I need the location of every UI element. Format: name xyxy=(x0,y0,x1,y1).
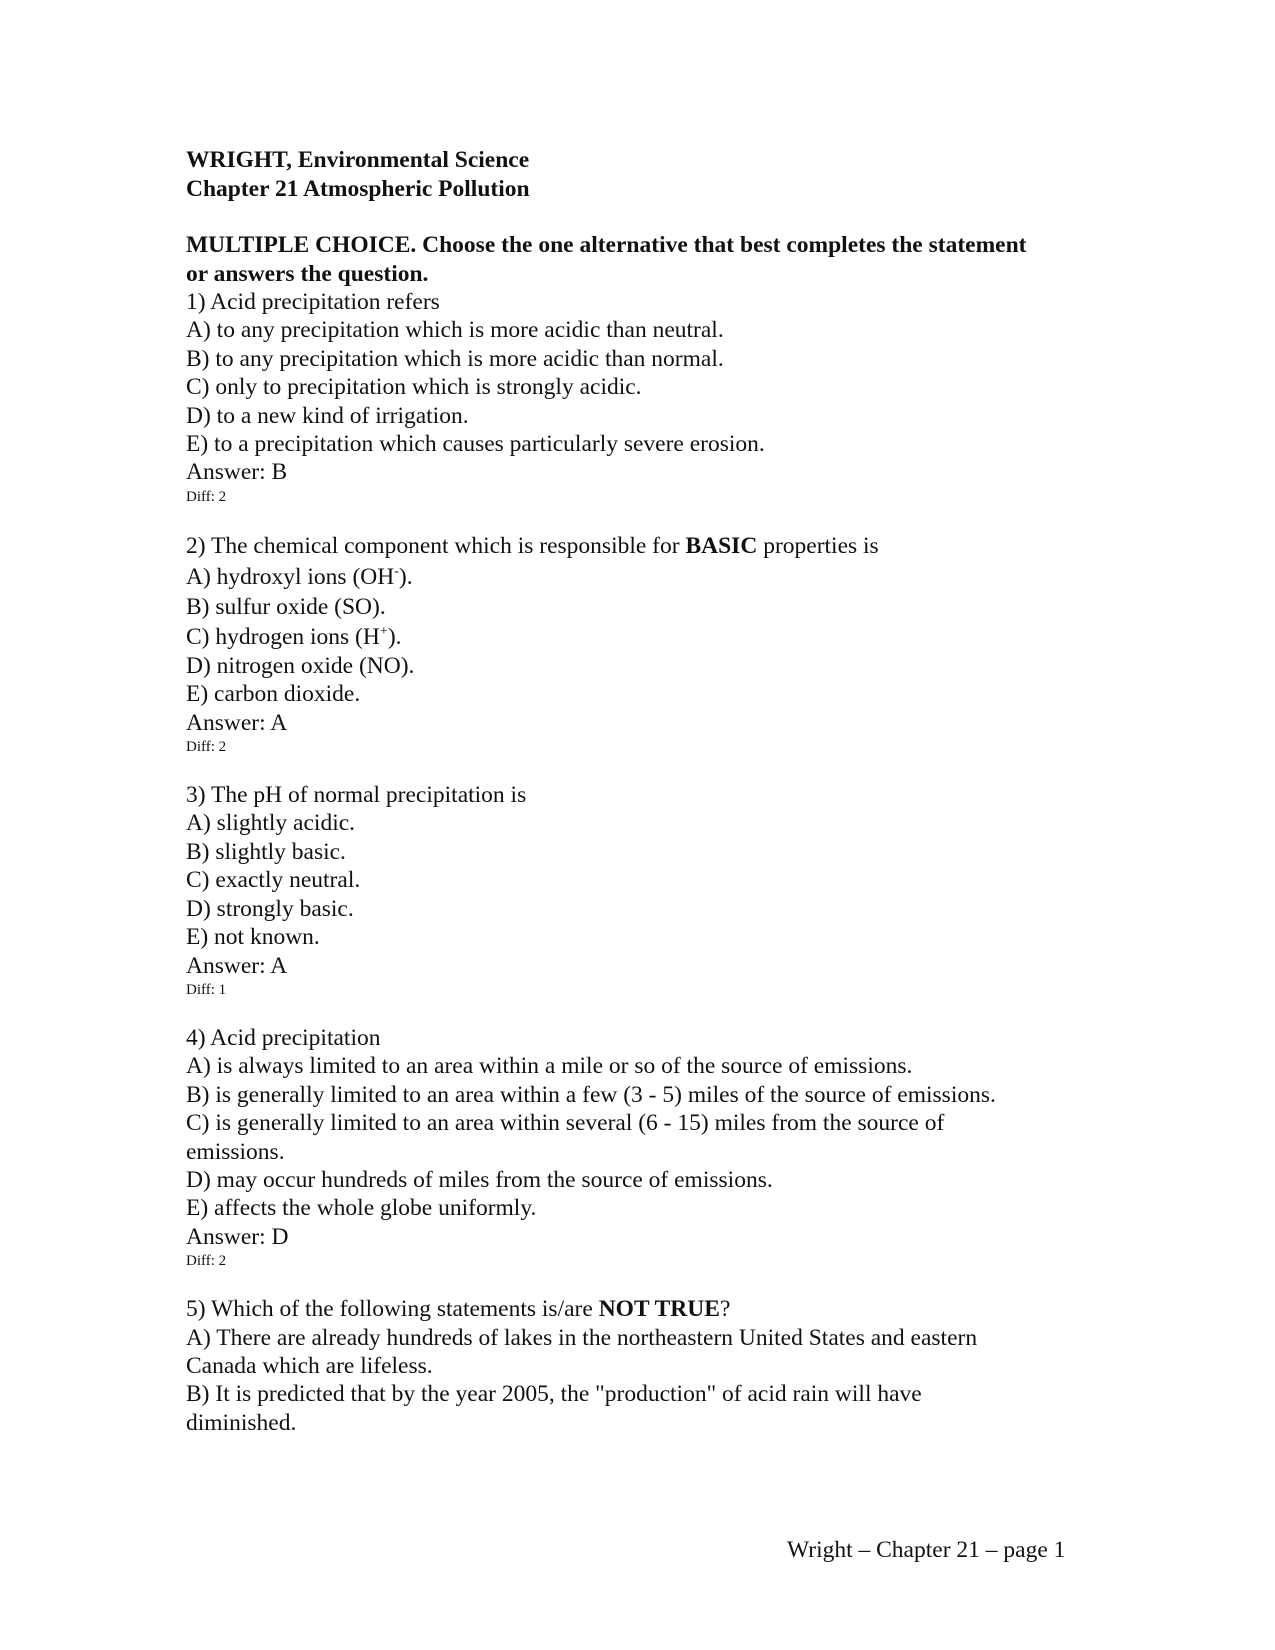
option-a-superscript: - xyxy=(394,563,399,580)
option-b: B) It is predicted that by the year 2005, the "production" of acid rain will have xyxy=(186,1381,922,1408)
difficulty: Diff: 2 xyxy=(186,739,227,756)
option-b: B) slightly basic. xyxy=(186,838,346,865)
option-a: A) There are already hundreds of lakes in the northeastern United States and eastern xyxy=(186,1324,978,1351)
stem-text: 2) The chemical component which is responsible for xyxy=(186,532,686,559)
question-4 xyxy=(186,1024,1066,1271)
option-a: A) to any precipitation which is more acidic than neutral. xyxy=(186,317,724,344)
option-b: B) sulfur oxide (SO). xyxy=(186,593,386,620)
question-stem: 1) Acid precipitation refers xyxy=(186,289,440,315)
difficulty: Diff: 1 xyxy=(186,981,227,998)
question-3 xyxy=(186,781,1066,1000)
page-footer: Wright – Chapter 21 – page 1 xyxy=(787,1537,1066,1563)
instructions: MULTIPLE CHOICE. Choose the one alternative that best completes the statement or answers the question. xyxy=(186,232,1027,287)
option-a-text: A) hydroxyl ions (OH xyxy=(186,563,395,590)
stem-emphasis: NOT TRUE xyxy=(598,1296,720,1323)
option-e: E) not known. xyxy=(186,924,320,951)
question-stem: 4) Acid precipitation xyxy=(186,1024,381,1051)
answer: Answer: A xyxy=(186,709,288,736)
option-c: C) only to precipitation which is strongly acidic. xyxy=(186,374,642,401)
option-c-superscript: + xyxy=(379,623,388,640)
option-e: E) carbon dioxide. xyxy=(186,681,361,708)
question-2 xyxy=(186,531,1066,757)
question-5 xyxy=(186,1295,1066,1437)
document-page xyxy=(186,146,1066,1437)
option-b: B) is generally limited to an area within a few (3 - 5) miles of the source of emissions. xyxy=(186,1081,996,1108)
book-title: WRIGHT, Environmental Science xyxy=(186,147,530,173)
stem-text-end: ? xyxy=(719,1296,731,1323)
option-d: D) to a new kind of irrigation. xyxy=(186,402,469,429)
option-b: B) to any precipitation which is more acidic than normal. xyxy=(186,345,724,372)
option-b-continued: diminished. xyxy=(186,1409,297,1436)
difficulty: Diff: 2 xyxy=(186,488,227,505)
option-d: D) strongly basic. xyxy=(186,895,354,922)
option-d: D) may occur hundreds of miles from the source of emissions. xyxy=(186,1166,773,1193)
stem-emphasis: BASIC xyxy=(685,532,758,559)
answer: Answer: B xyxy=(186,459,288,486)
answer: Answer: A xyxy=(186,952,288,979)
option-c-text: C) hydrogen ions (H xyxy=(186,623,380,650)
question-stem xyxy=(186,531,1066,562)
chapter-title: Chapter 21 Atmospheric Pollution xyxy=(186,175,530,202)
option-a xyxy=(186,562,1066,592)
question-1 xyxy=(186,288,1066,507)
option-c xyxy=(186,622,1066,652)
question-stem xyxy=(186,1295,1066,1323)
option-e: E) affects the whole globe uniformly. xyxy=(186,1195,537,1222)
option-a-tail: ). xyxy=(398,563,413,590)
stem-text: 5) Which of the following statements is/are xyxy=(186,1296,599,1323)
question-stem: 3) The pH of normal precipitation is xyxy=(186,782,527,809)
option-c: C) is generally limited to an area within several (6 - 15) miles from the source of xyxy=(186,1110,945,1137)
stem-text-end: properties is xyxy=(757,532,879,559)
answer: Answer: D xyxy=(186,1223,289,1250)
option-d: D) nitrogen oxide (NO). xyxy=(186,652,415,679)
option-c-continued: emissions. xyxy=(186,1138,285,1165)
option-a: A) is always limited to an area within a mile or so of the source of emissions. xyxy=(186,1053,913,1080)
option-c: C) exactly neutral. xyxy=(186,867,361,894)
option-e: E) to a precipitation which causes particularly severe erosion. xyxy=(186,431,765,458)
option-c-tail: ). xyxy=(387,623,402,650)
option-a: A) slightly acidic. xyxy=(186,810,356,837)
difficulty: Diff: 2 xyxy=(186,1253,227,1270)
option-a-continued: Canada which are lifeless. xyxy=(186,1352,433,1379)
